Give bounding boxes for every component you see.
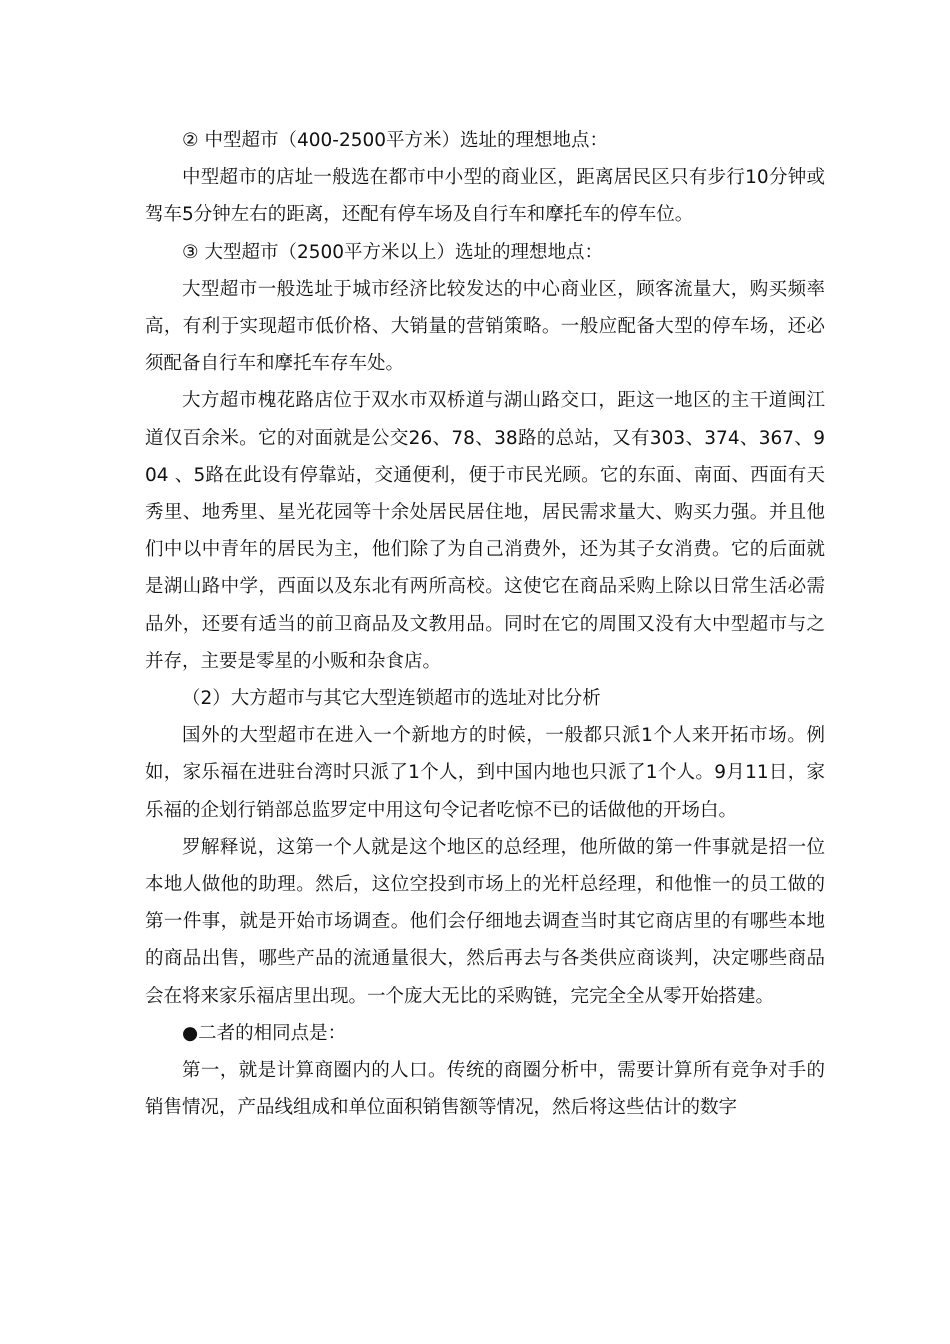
heading-comparison: （2）大方超市与其它大型连锁超市的选址对比分析 [182, 688, 601, 710]
heading-similarities: ●二者的相同点是： [182, 1022, 347, 1044]
document-page [145, 122, 825, 1126]
paragraph-first-point: 第一，就是计算商圈内的人口。传统的商圈分析中，需要计算所有竞争对手的销售情况，产品线组成和单位面积销售额等情况，然后将这些估计的数字 [145, 1060, 825, 1119]
paragraph-medium-supermarket: 中型超市的店址一般选在都市中小型的商业区，距离居民区只有步行10分钟或驾车5分钟左右的距离，还配有停车场及自行车和摩托车的停车位。 [145, 167, 825, 226]
heading-large-supermarket: ③ 大型超市（2500平方米以上）选址的理想地点： [182, 241, 604, 263]
paragraph-luo-explains: 罗解释说，这第一个人就是这个地区的总经理，他所做的第一件事就是招一位本地人做他的助理。然后，这位空投到市场上的光杆总经理，和他惟一的员工做的第一件事，就是开始市场调查。他们会仔细地去调查当时其它商店里的有哪些本地的商品出售，哪些产品的流通量很大，然后再去与各类供应商谈判，决定哪些商品会在将来家乐福店里出现。一个庞大无比的采购链，完完全全从零开始搭建。 [145, 836, 825, 1007]
paragraph-dafang-location: 大方超市槐花路店位于双水市双桥道与湖山路交口，距这一地区的主干道闽江道仅百余米。它的对面就是公交26、78、38路的总站，又有303、374、367、904 、5路在此设有停靠站，交通便利，便于市民光顾。它的东面、南面、西面有天秀里、地秀里、星光花园等十余处居民居住地，居民需求量大、购买力强。并且他们中以中青年的居民为主，他们除了为自己消费外，还为其子女消费。它的后面就是湖山路中学，西面以及东北有两所高校。这使它在商品采购上除以日常生活必需品外，还要有适当的前卫商品及文教用品。同时在它的周围又没有大中型超市与之并存，主要是零星的小贩和杂食店。 [145, 390, 825, 672]
paragraph-large-supermarket: 大型超市一般选址于城市经济比较发达的中心商业区，顾客流量大，购买频率高，有利于实现超市低价格、大销量的营销策略。一般应配备大型的停车场，还必须配备自行车和摩托车存车处。 [145, 278, 825, 375]
heading-medium-supermarket: ② 中型超市（400-2500平方米）选址的理想地点： [182, 130, 609, 151]
paragraph-foreign-supermarkets: 国外的大型超市在进入一个新地方的时候，一般都只派1个人来开拓市场。例如，家乐福在进驻台湾时只派了1个人，到中国内地也只派了1个人。9月11日，家乐福的企划行销部总监罗定中用这句令记者吃惊不已的话做他的开场白。 [145, 725, 825, 821]
